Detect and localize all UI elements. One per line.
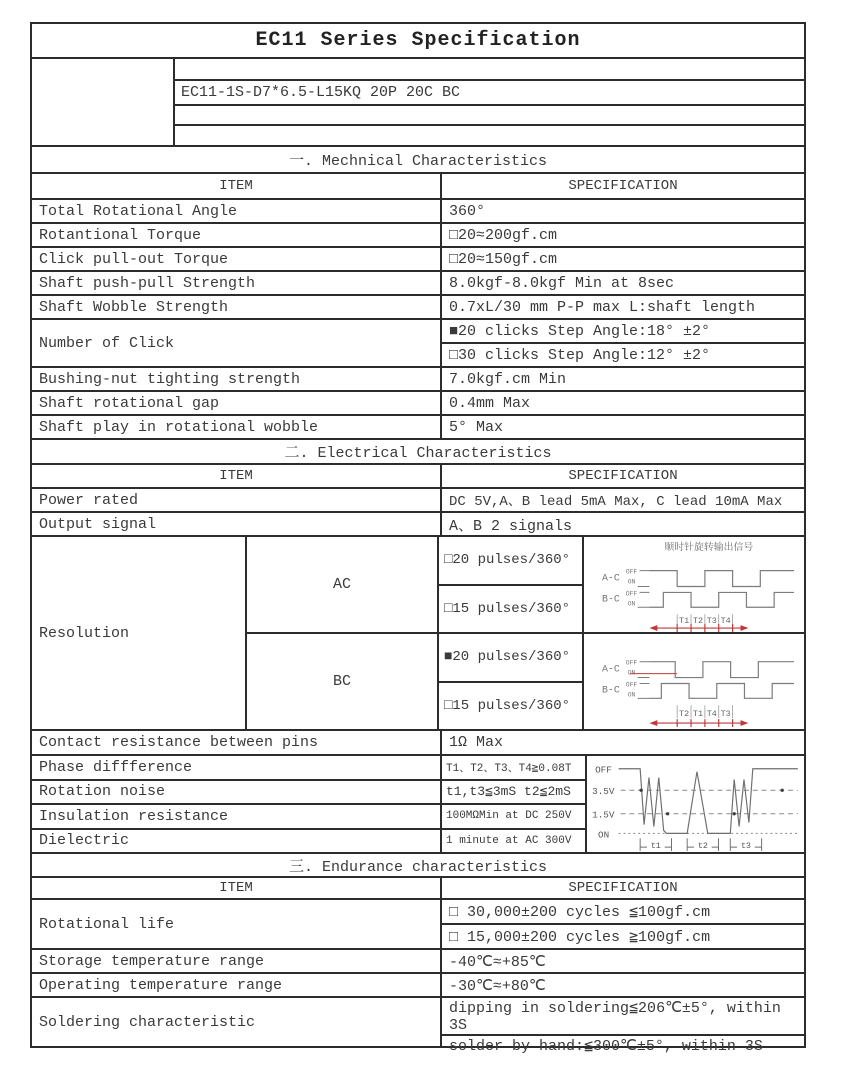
- channel-label: A-C: [601, 663, 620, 675]
- spec-cell: 1 minute at AC 300V: [442, 828, 585, 853]
- table-row-soldering: [32, 998, 804, 1055]
- off-label: OFF: [625, 590, 638, 598]
- item-header: ITEM: [32, 465, 442, 487]
- spec-sheet: [30, 22, 806, 1055]
- group-label: BC: [247, 634, 439, 729]
- section-heading-mechanical: 一. Mechnical Characteristics: [32, 147, 804, 174]
- on-label: ON: [627, 578, 636, 586]
- section-heading-electrical: 二. Electrical Characteristics: [32, 440, 804, 465]
- table-row: [32, 272, 804, 296]
- spec-option-stack: [439, 537, 584, 632]
- header-empty-row: [175, 126, 804, 146]
- item-cell: Dielectric: [32, 828, 440, 853]
- spec-cell: A、B 2 signals: [449, 517, 573, 535]
- spec-cell-stack: [442, 756, 587, 852]
- timing-label: T3: [706, 616, 717, 627]
- item-header: ITEM: [32, 878, 442, 898]
- item-cell: Shaft rotational gap: [32, 392, 442, 414]
- off-label: OFF: [625, 659, 638, 667]
- spec-header: SPECIFICATION: [568, 468, 678, 484]
- item-cell: Shaft play in rotational wobble: [32, 416, 442, 438]
- spec-option: □20 pulses/360°: [444, 552, 571, 569]
- electrical-detail-block: [32, 756, 804, 854]
- item-cell: Rotational life: [32, 900, 442, 948]
- waveform-title: 顺时针旋转输出信号: [664, 541, 754, 553]
- on-label: ON: [627, 600, 636, 608]
- table-row: [32, 368, 804, 392]
- table-row: [32, 200, 804, 224]
- item-cell: Contact resistance between pins: [32, 731, 442, 754]
- level-label: 3.5V: [592, 786, 615, 798]
- item-cell: Rotantional Torque: [32, 224, 442, 246]
- spec-option: dipping in soldering≦206℃±5°, within 3S: [449, 1000, 781, 1034]
- spec-header: SPECIFICATION: [568, 880, 678, 896]
- spec-cell: 1Ω Max: [449, 734, 504, 751]
- spec-cell: 100MΩMin at DC 250V: [442, 803, 585, 828]
- table-row: [32, 489, 804, 513]
- table-row: [32, 731, 804, 756]
- group-label: AC: [247, 537, 439, 632]
- spec-cell: t1,t3≦3mS t2≦2mS: [442, 779, 585, 804]
- item-header: ITEM: [32, 174, 442, 198]
- bounce-trace: [619, 769, 798, 834]
- resolution-group-ac: [247, 537, 804, 632]
- level-label: 1.5V: [592, 809, 615, 821]
- item-cell-stack: [32, 756, 442, 852]
- timing-label: T2: [692, 616, 704, 627]
- item-cell: Storage temperature range: [32, 950, 442, 972]
- clockwise-waveform-svg: [584, 537, 804, 632]
- header-empty-row: [175, 59, 804, 81]
- spec-cell: -30℃≈+80℃: [449, 977, 546, 995]
- header-right-rows: [175, 59, 804, 145]
- page-title: EC11 Series Specification: [32, 24, 804, 59]
- spec-option-stack: [442, 900, 804, 948]
- spec-cell: -40℃≈+85℃: [449, 953, 546, 971]
- header-empty-row: [175, 106, 804, 126]
- electrical-header-row: [32, 465, 804, 489]
- spec-header: SPECIFICATION: [568, 178, 678, 194]
- item-cell: Click pull-out Torque: [32, 248, 442, 270]
- item-cell: Number of Click: [32, 320, 442, 366]
- ac-trace: [649, 662, 793, 678]
- waveform-clockwise-diagram: [584, 537, 804, 632]
- item-cell: Rotation noise: [32, 779, 440, 804]
- spec-option-stack: [442, 320, 804, 366]
- waveform-counter-diagram: [584, 634, 804, 729]
- table-row: [32, 416, 804, 440]
- item-cell: Phase diffference: [39, 758, 193, 776]
- spec-option: □30 clicks Step Angle:12° ±2°: [442, 342, 804, 366]
- item-cell: Shaft push-pull Strength: [32, 272, 442, 294]
- off-label: OFF: [625, 681, 638, 689]
- channel-label: B-C: [601, 593, 620, 605]
- timing-label: T3: [720, 709, 731, 720]
- resolution-group-bc: [247, 632, 804, 729]
- part-number: EC11-1S-D7*6.5-L15KQ 20P 20C BC: [175, 81, 804, 106]
- timing-label: T4: [706, 709, 717, 720]
- time-labels: [647, 840, 755, 851]
- spec-option-stack: [442, 998, 804, 1055]
- item-cell: Soldering characteristic: [32, 998, 442, 1046]
- spec-cell: 360°: [449, 202, 486, 220]
- spec-cell: T1、T2、T3、T4≧0.08T: [446, 763, 572, 776]
- item-cell: Insulation resistance: [32, 803, 440, 828]
- item-cell: Operating temperature range: [32, 974, 442, 996]
- header-block: [32, 59, 804, 147]
- channel-label: A-C: [601, 572, 620, 584]
- timing-label: T1: [692, 709, 704, 720]
- time-label: t2: [697, 842, 708, 852]
- table-row: [32, 513, 804, 537]
- bounce-waveform-svg: [587, 756, 804, 852]
- spec-cell: 0.4mm Max: [449, 394, 531, 412]
- timing-label: T1: [679, 616, 690, 627]
- spec-option: solder by hand:≦300℃±5°, within 3S: [442, 1034, 804, 1055]
- item-cell: Bushing-nut tighting strength: [32, 368, 442, 390]
- spec-option: □15 pulses/360°: [439, 584, 582, 633]
- spec-cell: DC 5V,A、B lead 5mA Max, C lead 10mA Max: [449, 494, 783, 510]
- counter-waveform-svg: [584, 634, 804, 729]
- table-row: [32, 950, 804, 974]
- timing-label: T2: [679, 709, 690, 720]
- spec-cell: 7.0kgf.cm Min: [449, 370, 567, 388]
- item-cell: Power rated: [32, 489, 442, 511]
- ac-trace: [649, 571, 793, 587]
- table-row: [32, 296, 804, 320]
- header-left-cell: [32, 59, 175, 145]
- level-label: OFF: [595, 764, 612, 776]
- spec-cell: □20≈150gf.cm: [449, 250, 558, 268]
- item-cell: Shaft Wobble Strength: [32, 296, 442, 318]
- resolution-block: [32, 537, 804, 731]
- spec-cell: 5° Max: [449, 418, 504, 436]
- table-row-rotational-life: [32, 900, 804, 950]
- red-timing-arrow: [649, 719, 748, 727]
- spec-cell: □20≈200gf.cm: [449, 226, 558, 244]
- item-cell: Total Rotational Angle: [32, 200, 442, 222]
- table-row: [32, 248, 804, 272]
- on-label: ON: [627, 669, 636, 677]
- table-row: [32, 392, 804, 416]
- time-label: t3: [740, 842, 751, 852]
- spec-option: ■20 pulses/360°: [444, 649, 571, 666]
- resolution-groups: [247, 537, 804, 729]
- level-label: ON: [598, 829, 610, 841]
- spec-cell: 8.0kgf-8.0kgf Min at 8sec: [449, 274, 675, 292]
- mechanical-header-row: [32, 174, 804, 200]
- spec-option: □15 pulses/360°: [439, 681, 582, 730]
- bc-trace: [649, 683, 793, 698]
- time-label: t1: [650, 842, 661, 852]
- table-row: [32, 224, 804, 248]
- off-label: OFF: [625, 568, 638, 576]
- spec-option: □ 30,000±200 cycles ≦100gf.cm: [449, 904, 711, 921]
- endurance-header-row: [32, 878, 804, 900]
- on-label: ON: [627, 691, 636, 699]
- spec-option: ■20 clicks Step Angle:18° ±2°: [449, 322, 711, 340]
- spec-cell: 0.7xL/30 mm P-P max L:shaft length: [449, 298, 756, 316]
- section-heading-endurance: 三. Endurance characteristics: [32, 854, 804, 878]
- bc-trace: [649, 592, 793, 607]
- waveform-bounce-diagram: [587, 756, 804, 852]
- item-cell: Output signal: [32, 513, 442, 535]
- spec-option: □ 15,000±200 cycles ≧100gf.cm: [442, 923, 804, 948]
- table-row-number-of-click: [32, 320, 804, 368]
- channel-label: B-C: [601, 684, 620, 696]
- item-cell: Resolution: [32, 537, 247, 729]
- spec-option-stack: [439, 634, 584, 729]
- timing-label: T4: [720, 616, 731, 627]
- table-row: [32, 974, 804, 998]
